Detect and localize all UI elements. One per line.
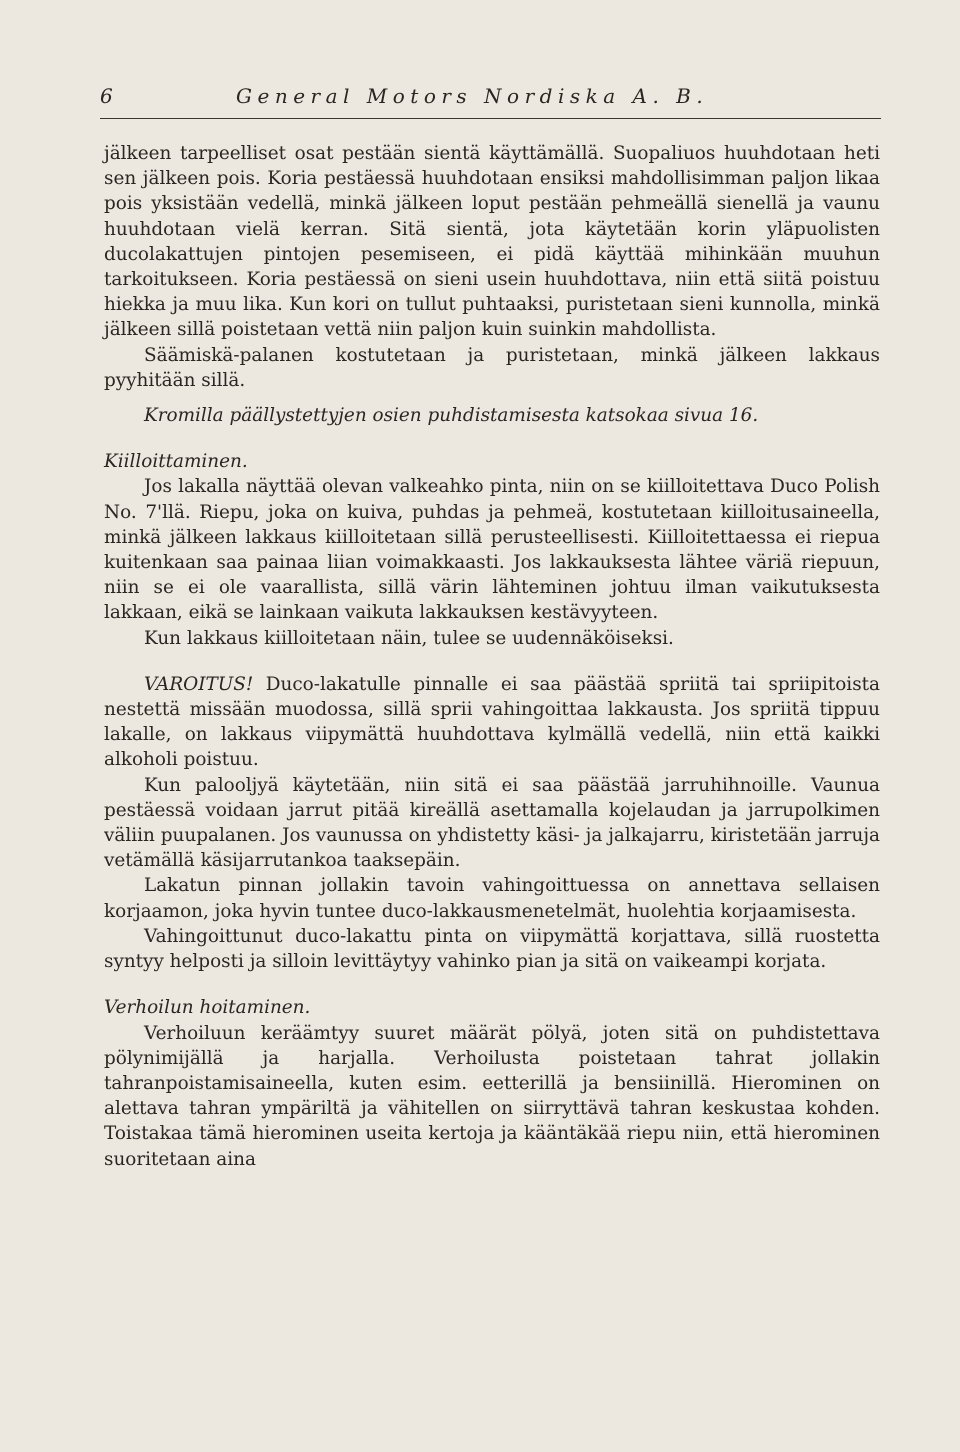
warning-label: VAROITUS! xyxy=(144,673,254,695)
heading-polishing: Kiilloittaminen. xyxy=(104,451,248,473)
header-rule xyxy=(100,118,881,119)
paragraph-washing: jälkeen tarpeelliset osat pestään sientä käyttämällä. Suopaliuos huuhdotaan heti sen jälkeen pois. Koria pestäessä huuhdotaan ensiksi mahdollisimman paljon likaa pois yksistään vedellä, minkä jälkeen loput pestään pehmeällä sienellä ja vaunu huuhdotaan vielä kerran. Sitä sientä, jota käytetään korin yläpuolisten ducolakattujen pintojen pesemiseen, ei pidä käyttää mihinkään muuhun tarkoitukseen. Koria pestäessä on sieni usein huuhdottava, niin että siitä poistuu hiekka ja muu lika. Kun kori on tullut puhtaaksi, puristetaan sieni kunnolla, minkä jälkeen sillä poistetaan vettä niin paljon kuin suinkin mahdollista. xyxy=(104,143,880,341)
heading-upholstery: Verhoilun hoitaminen. xyxy=(104,997,311,1019)
chrome-reference: Kromilla päällystettyjen osien puhdistamisesta katsokaa sivua 16. xyxy=(144,405,759,427)
paragraph-upholstery: Verhoiluun keräämtyy suuret määrät pölyä, joten sitä on puhdistettava pölynimijällä ja harjalla. Verhoilusta poistetaan tahrat jollakin tahranpoistamisaineella, kuten esim. eetterillä ja bensiinillä. Hierominen on alettava tahran ympäriltä ja vähitellen on siirryttävä tahran keskustaa kohden. Toistakaa tämä hierominen useita kertoja ja kääntäkää riepu niin, että hierominen suoritetaan aina xyxy=(104,1022,880,1170)
page-number: 6 xyxy=(100,84,113,108)
header-title: General Motors Nordiska A. B. xyxy=(236,84,709,108)
paragraph-repair-shop: Lakatun pinnan jollakin tavoin vahingoittuessa on annettava sellaisen korjaamon, joka hyvin tuntee duco-lakkausmenetelmät, huolehtia korjaamisesta. xyxy=(104,875,880,922)
paragraph-new-look: Kun lakkaus kiilloitetaan näin, tulee se uudennäköiseksi. xyxy=(144,627,674,649)
body-text xyxy=(104,141,880,1172)
warning-text: Duco-lakatulle pinnalle ei saa päästää spriitä tai spriipitoista nestettä missään muodossa, sillä sprii vahingoittaa lakkausta. Jos spriitä tippuu lakalle, on lakkaus viipymättä huuhdottava kylmällä vedellä, niin että kaikki alkoholi poistuu. xyxy=(104,673,880,771)
paragraph-damaged: Vahingoittunut duco-lakattu pinta on viipymättä korjattava, sillä ruostetta syntyy helposti ja silloin levittäytyy vahinko pian ja sitä on vaikeampi korjata. xyxy=(104,925,880,973)
paragraph-polishing: Jos lakalla näyttää olevan valkeahko pinta, niin on se kiilloitettava Duco Polish No. 7'llä. Riepu, joka on kuiva, puhdas ja pehmeä, kostutetaan kiilloitusaineella, minkä jälkeen lakkaus kiilloitetaan sillä perusteellisesti. Kiilloitettaessa ei riepua kuitenkaan saa painaa liian voimakkaasti. Jos lakkauksesta lähtee väriä riepuun, niin se ei ole vaarallista, sillä värin lähteminen johtuu ilman vaikutuksesta lakkaan, eikä se lainkaan vaikuta lakkauksen kestävyyteen. xyxy=(104,476,880,624)
paragraph-brakes: Kun palooljyä käytetään, niin sitä ei saa päästää jarruhihnoille. Vaunua pestäessä voidaan jarrut pitää kireällä asettamalla kojelaudan ja jarrupolkimen väliin puupalanen. Jos vaunussa on yhdistetty käsi- ja jalkajarru, kiristetään jarruja vetämällä käsijarrutankoa taaksepäin. xyxy=(104,774,880,872)
paragraph-chamois: Säämiskä-palanen kostutetaan ja puristetaan, minkä jälkeen lakkaus pyyhitään sillä. xyxy=(104,344,880,391)
paragraph-warning xyxy=(104,672,880,773)
